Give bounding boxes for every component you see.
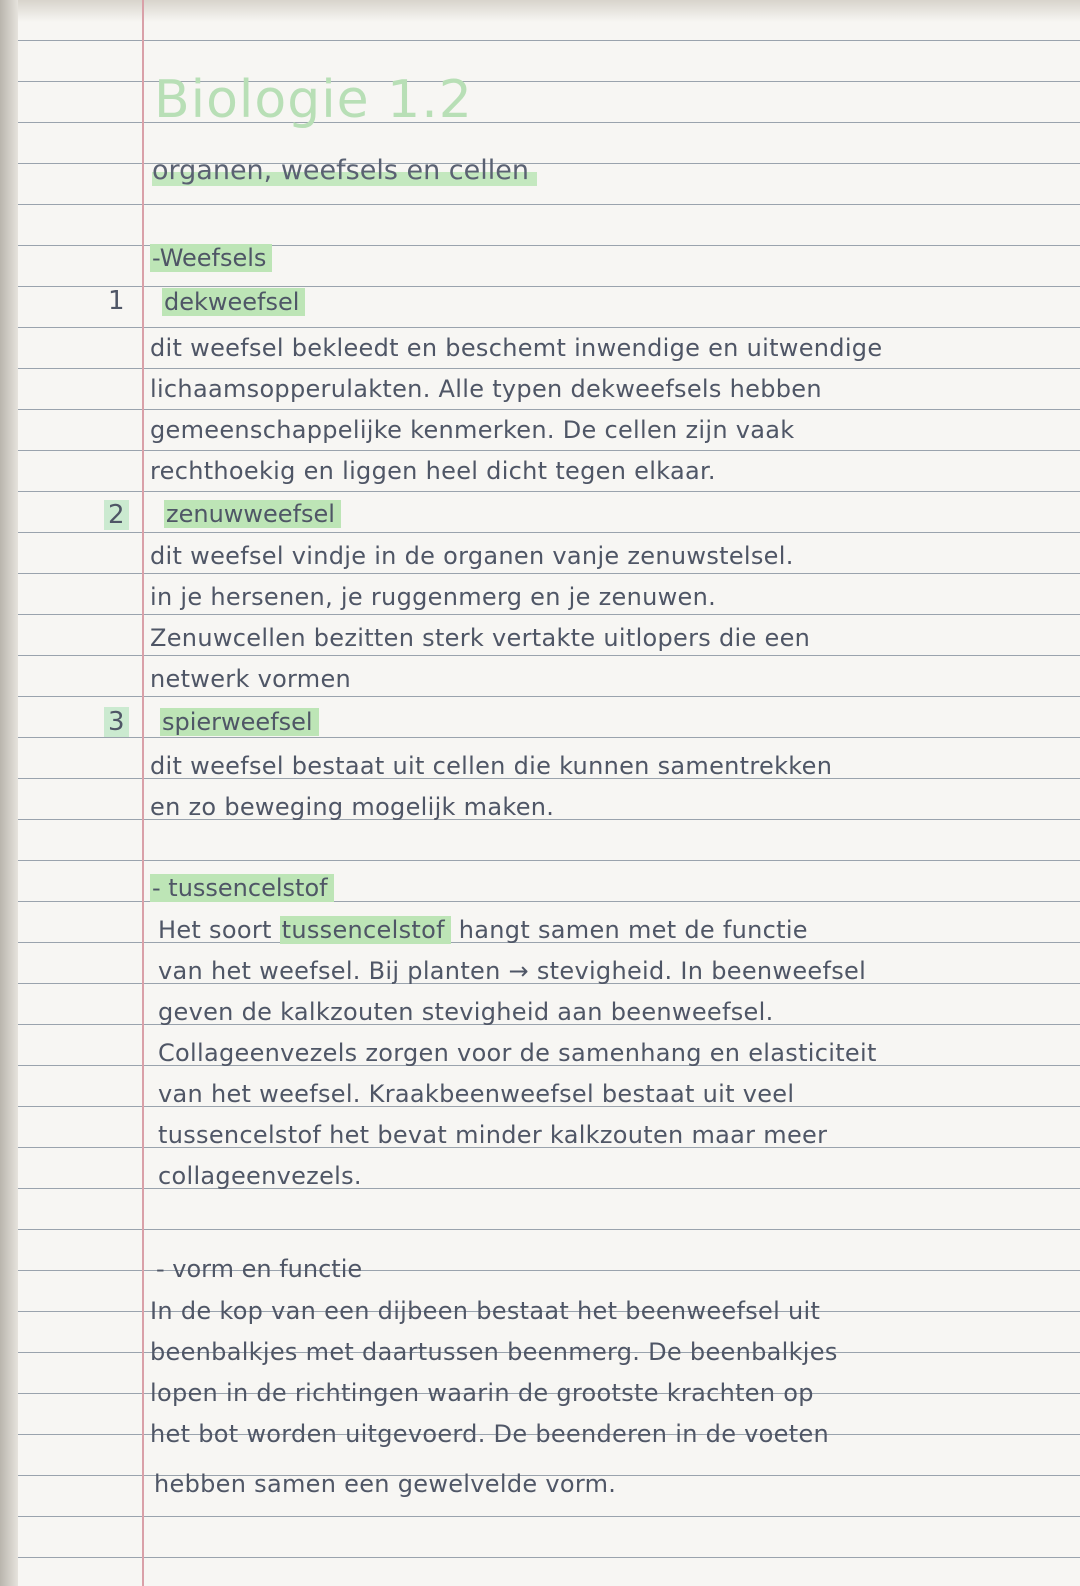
- section-heading-tussencelstof: - tussencelstof: [150, 874, 334, 902]
- text-line: gemeenschappelijke kenmerken. De cellen zijn vaak: [150, 416, 795, 444]
- item-number-3: 3: [104, 707, 129, 737]
- page-subtitle: organen, weefsels en cellen: [152, 155, 537, 186]
- text-line: dit weefsel bekleedt en beschemt inwendige en uitwendige: [150, 334, 883, 362]
- margin-line: [142, 0, 144, 1586]
- text-line: lopen in de richtingen waarin de grootste krachten op: [150, 1379, 814, 1407]
- text-line: het bot worden uitgevoerd. De beenderen in de voeten: [150, 1420, 830, 1448]
- text-line: In de kop van een dijbeen bestaat het beenweefsel uit: [150, 1297, 821, 1325]
- text-line: geven de kalkzouten stevigheid aan beenweefsel.: [158, 998, 774, 1026]
- item-number-1: 1: [108, 286, 125, 316]
- text-line: beenbalkjes met daartussen beenmerg. De beenbalkjes: [150, 1338, 838, 1366]
- page-title: Biologie 1.2: [154, 70, 473, 130]
- item-number-2: 2: [104, 500, 129, 530]
- section-heading-vorm-en-functie: - vorm en functie: [156, 1255, 363, 1283]
- text-line: Het soort tussencelstof hangt samen met de functie: [158, 916, 808, 944]
- highlighted-term: tussencelstof: [280, 916, 451, 944]
- text-line: in je hersenen, je ruggenmerg en je zenuwen.: [150, 583, 717, 611]
- item-heading-spierweefsel: spierweefsel: [160, 708, 319, 736]
- text-line: rechthoekig en liggen heel dicht tegen elkaar.: [150, 457, 716, 485]
- text-line: netwerk vormen: [150, 665, 352, 693]
- text-line: tussencelstof het bevat minder kalkzouten maar meer: [158, 1121, 828, 1149]
- text-line: hebben samen een gewelvelde vorm.: [154, 1470, 617, 1498]
- item-heading-dekweefsel: dekweefsel: [162, 288, 305, 316]
- text-line: van het weefsel. Kraakbeenweefsel bestaat uit veel: [158, 1080, 795, 1108]
- item-heading-zenuwweefsel: zenuwweefsel: [164, 500, 341, 528]
- text-line: lichaamsopperulakten. Alle typen dekweefsels hebben: [150, 375, 822, 403]
- text-line: Collageenvezels zorgen voor de samenhang en elasticiteit: [158, 1039, 877, 1067]
- text-line: en zo beweging mogelijk maken.: [150, 793, 555, 821]
- text-line: dit weefsel bestaat uit cellen die kunnen samentrekken: [150, 752, 833, 780]
- text-line: dit weefsel vindje in de organen vanje zenuwstelsel.: [150, 542, 794, 570]
- text-line: Zenuwcellen bezitten sterk vertakte uitlopers die een: [150, 624, 811, 652]
- text-line: collageenvezels.: [158, 1162, 362, 1190]
- notebook-binding: [0, 0, 18, 1586]
- section-heading-weefsels: -Weefsels: [150, 244, 272, 272]
- page-top-shadow: [0, 0, 1080, 22]
- text-line: van het weefsel. Bij planten → stevigheid. In beenweefsel: [158, 957, 867, 985]
